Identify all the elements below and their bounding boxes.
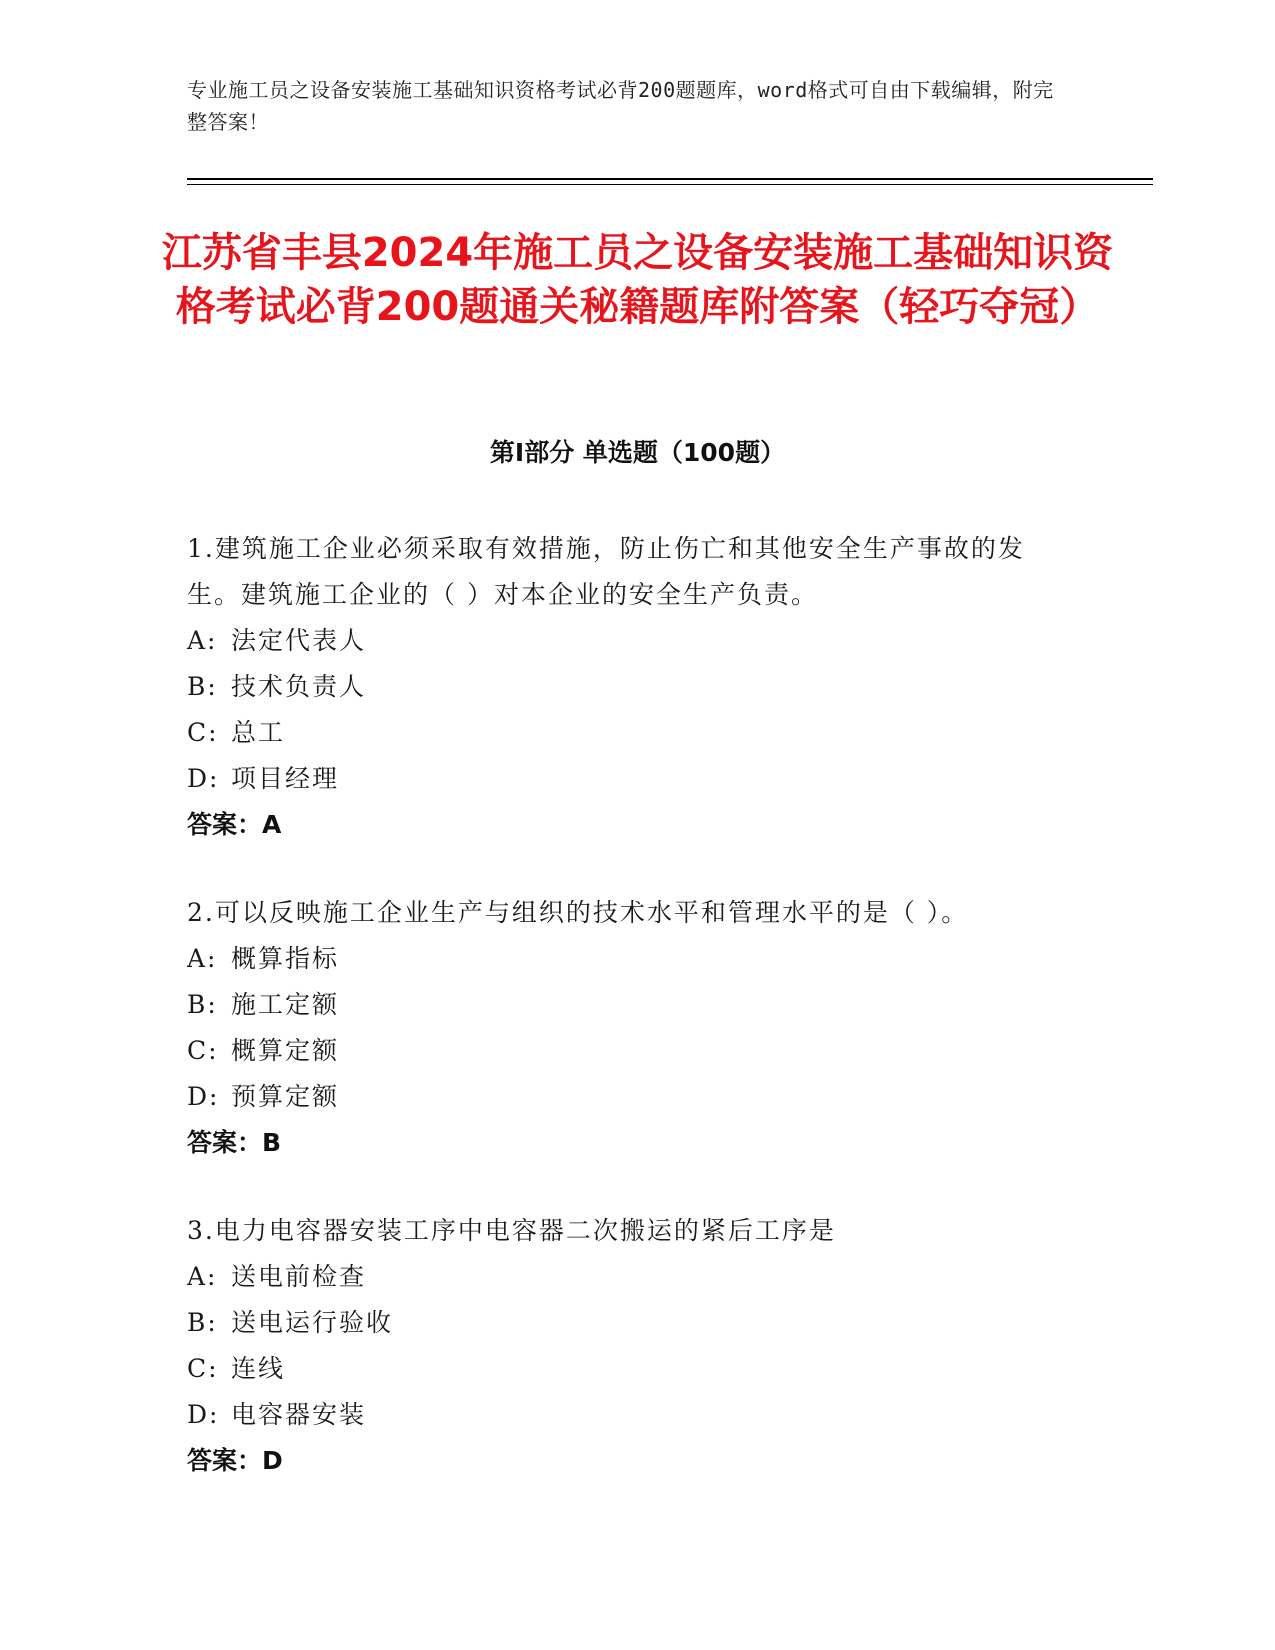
header-divider-thick: [187, 178, 1153, 180]
question-stem: 2.可以反映施工企业生产与组织的技术水平和管理水平的是（ ）。: [187, 898, 969, 927]
question-1: [187, 526, 1067, 848]
option-letter: A:: [187, 1262, 218, 1291]
option-letter: A:: [187, 944, 218, 973]
option-d: [187, 1392, 1067, 1438]
header-divider-thin: [187, 184, 1153, 185]
option-letter: D:: [187, 1400, 220, 1429]
option-letter: A:: [187, 626, 218, 655]
option-b: [187, 1300, 1067, 1346]
option-text: 法定代表人: [231, 626, 367, 655]
question-3: [187, 1208, 1067, 1484]
answer-value: B: [262, 1128, 282, 1157]
answer-line: [187, 1438, 1067, 1484]
option-text: 施工定额: [231, 990, 340, 1019]
header-note: 专业施工员之设备安装施工基础知识资格考试必背200题题库，word格式可自由下载编辑，附完整答案！: [187, 78, 1054, 134]
option-a: [187, 936, 1067, 982]
option-text: 电容器安装: [231, 1400, 367, 1429]
option-text: 预算定额: [231, 1082, 340, 1111]
option-d: [187, 1074, 1067, 1120]
question-stem: 1.建筑施工企业必须采取有效措施，防止伤亡和其他安全生产事故的发生。建筑施工企业的（ ）对本企业的安全生产负责。: [187, 534, 1025, 609]
option-c: [187, 710, 1067, 756]
option-d: [187, 756, 1067, 802]
option-a: [187, 1254, 1067, 1300]
answer-line: [187, 1120, 1067, 1166]
option-a: [187, 618, 1067, 664]
option-text: 项目经理: [231, 764, 340, 793]
option-text: 总工: [231, 718, 286, 747]
option-c: [187, 1028, 1067, 1074]
answer-label: 答案：: [187, 1446, 263, 1475]
option-text: 概算定额: [231, 1036, 340, 1065]
option-b: [187, 982, 1067, 1028]
question-stem: 3.电力电容器安装工序中电容器二次搬运的紧后工序是: [187, 1216, 836, 1245]
option-letter: B:: [187, 672, 218, 701]
option-letter: C:: [187, 1354, 219, 1383]
option-letter: C:: [187, 1036, 219, 1065]
option-letter: D:: [187, 1082, 220, 1111]
answer-value: A: [262, 810, 282, 839]
question-2: [187, 890, 1067, 1166]
section-title: 第Ⅰ部分 单选题（100题）: [489, 438, 786, 467]
option-letter: B:: [187, 1308, 218, 1337]
answer-label: 答案：: [187, 1128, 263, 1157]
answer-value: D: [262, 1446, 283, 1475]
question-list: [187, 526, 1067, 1526]
option-text: 概算指标: [231, 944, 340, 973]
option-letter: D:: [187, 764, 220, 793]
option-c: [187, 1346, 1067, 1392]
option-text: 送电运行验收: [231, 1308, 394, 1337]
option-letter: C:: [187, 718, 219, 747]
option-letter: B:: [187, 990, 218, 1019]
document-title: 江苏省丰县2024年施工员之设备安装施工基础知识资格考试必背200题通关秘籍题库附答案（轻巧夺冠）: [161, 230, 1114, 330]
option-text: 连线: [231, 1354, 286, 1383]
answer-label: 答案：: [187, 810, 263, 839]
option-text: 技术负责人: [231, 672, 367, 701]
option-b: [187, 664, 1067, 710]
option-text: 送电前检查: [231, 1262, 367, 1291]
answer-line: [187, 802, 1067, 848]
